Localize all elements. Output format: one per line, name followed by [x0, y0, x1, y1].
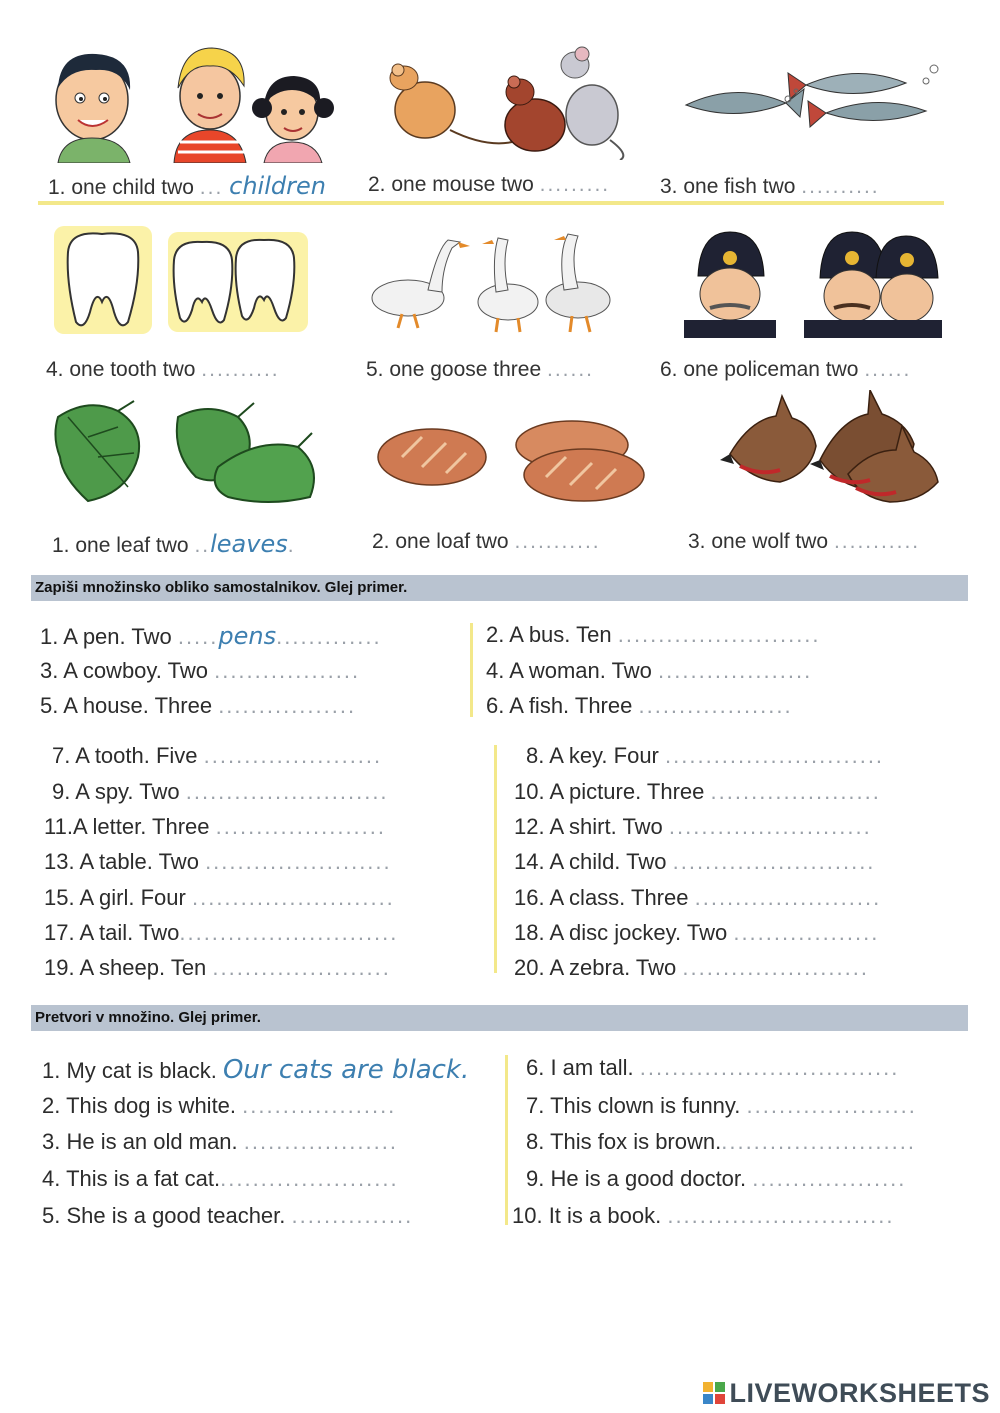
wolves-picture [720, 390, 940, 505]
item-house: 5. A house. Three ................. [40, 693, 357, 718]
sentence-5: 5. She is a good teacher. ............... [42, 1203, 414, 1228]
geese-picture [368, 228, 618, 338]
liveworksheets-logo: LIVEWORKSHEETS [703, 1378, 990, 1409]
sentence-6: 6. I am tall. ................................ [526, 1055, 900, 1080]
item-sheep: 19. A sheep. Ten ...................... [44, 955, 391, 980]
section2-heading: Zapiši množinsko obliko samostalnikov. Glej primer. [35, 579, 408, 596]
item-letter: 11.A letter. Three ..................... [44, 814, 386, 839]
item-woman: 4. A woman. Two ................... [486, 658, 813, 683]
sentence-1: 1. My cat is black. Our cats are black. [42, 1055, 470, 1085]
item-shirt: 12. A shirt. Two ......................... [514, 814, 872, 839]
fish-picture [676, 55, 946, 145]
answer-leaves: leaves [210, 530, 288, 558]
item-loaf: 2. one loaf two ........... [372, 530, 601, 553]
item-tooth: 4. one tooth two .......... [46, 358, 280, 381]
item-table: 13. A table. Two ....................... [44, 849, 392, 874]
yellow-divider [38, 201, 944, 205]
sentence-10: 10. It is a book. ............................ [512, 1203, 895, 1228]
sentence-3: 3. He is an old man. ................... [42, 1129, 398, 1154]
item-zebra: 20. A zebra. Two ....................... [514, 955, 869, 980]
sentence-9: 9. He is a good doctor. ................... [526, 1166, 907, 1191]
item-cowboy: 3. A cowboy. Two .................. [40, 658, 361, 683]
item-leaf: 1. one leaf two ..leaves. [52, 530, 296, 558]
block-a-divider [470, 623, 473, 717]
item-tail: 17. A tail. Two........................... [44, 920, 399, 945]
item-policeman: 6. one policeman two ...... [660, 358, 912, 381]
section3-heading-bar [31, 1005, 968, 1031]
item-spy: 9. A spy. Two ......................... [52, 779, 389, 804]
item-wolf: 3. one wolf two ........... [688, 530, 921, 553]
sentence-4: 4. This is a fat cat....................... [42, 1166, 399, 1191]
block-c-divider [505, 1055, 508, 1225]
leaves-picture [48, 397, 323, 507]
liveworksheets-logo-icon [703, 1382, 725, 1404]
sentence-7: 7. This clown is funny. ..................... [526, 1093, 917, 1118]
answer-pens: pens [218, 622, 277, 650]
item-picture: 10. A picture. Three ..................... [514, 779, 881, 804]
policemen-picture [680, 228, 942, 338]
teeth-picture [50, 222, 310, 337]
item-child: 1. one child two ... children [48, 172, 326, 200]
item-mouse: 2. one mouse two ......... [368, 173, 611, 196]
item-bus: 2. A bus. Ten ......................... [486, 622, 821, 647]
item-tooth2: 7. A tooth. Five ...................... [52, 743, 383, 768]
sentence-2: 2. This dog is white. ................... [42, 1093, 397, 1118]
block-b-divider [494, 745, 497, 973]
sentence-8: 8. This fox is brown......................... [526, 1129, 916, 1154]
mice-picture [370, 40, 635, 160]
item-girl: 15. A girl. Four ......................... [44, 885, 395, 910]
loaves-picture [376, 415, 646, 505]
item-child2: 14. A child. Two ......................... [514, 849, 876, 874]
children-picture [40, 38, 350, 163]
item-class: 16. A class. Three ....................... [514, 885, 882, 910]
answer-sentence-1: Our cats are black. [222, 1055, 470, 1085]
section2-heading-bar [31, 575, 968, 601]
item-fish: 3. one fish two .......... [660, 175, 880, 198]
item-pen: 1. A pen. Two .....pens............. [40, 622, 382, 650]
item-disc-jockey: 18. A disc jockey. Two .................. [514, 920, 880, 945]
section3-heading: Pretvori v množino. Glej primer. [35, 1009, 261, 1026]
item-key: 8. A key. Four ........................... [526, 743, 885, 768]
item-fish2: 6. A fish. Three ................... [486, 693, 793, 718]
item-goose: 5. one goose three ...... [366, 358, 594, 381]
answer-children: children [229, 172, 326, 200]
